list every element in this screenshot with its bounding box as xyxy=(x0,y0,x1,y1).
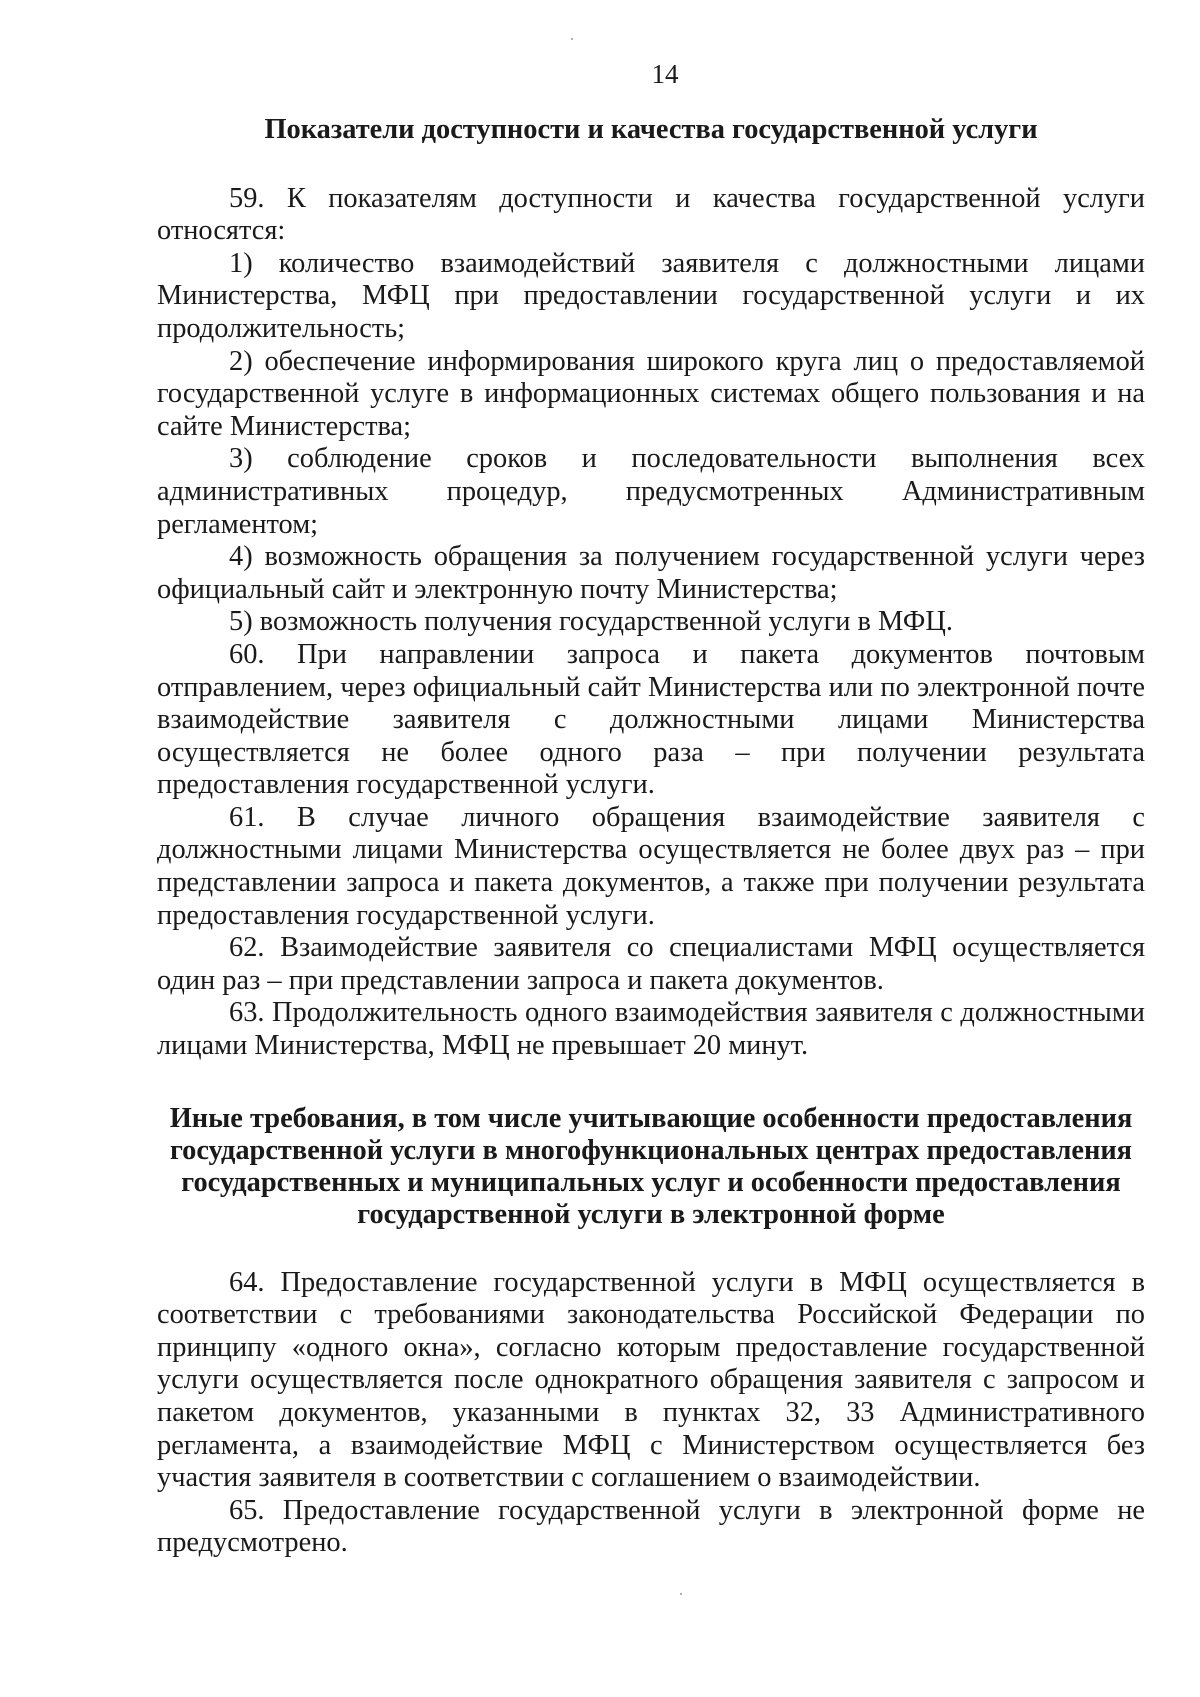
scan-speck xyxy=(680,1593,682,1595)
scan-speck xyxy=(571,38,573,40)
list-item-3: 3) соблюдение сроков и последовательности выполнения всех административных процедур, предусмотренных Административным регламентом; xyxy=(157,443,1145,540)
section-heading-accessibility: Показатели доступности и качества государственной услуги xyxy=(264,114,1038,145)
paragraph-62: 62. Взаимодействие заявителя со специалистами МФЦ осуществляется один раз – при представлении запроса и пакета документов. xyxy=(157,932,1145,996)
list-item-4: 4) возможность обращения за получением государственной услуги через официальный сайт и электронную почту Министерства; xyxy=(157,541,1145,605)
section-heading-other-requirements: Иные требования, в том числе учитывающие особенности предоставления государственной услуги в многофункциональных центрах предоставления государственных и муниципальных услуг и особенности предоставления государственной услуги в электронной форме xyxy=(169,1102,1133,1230)
paragraph-65: 65. Предоставление государственной услуги в электронной форме не предусмотрено. xyxy=(157,1494,1145,1559)
paragraph-59: 59. К показателям доступности и качества государственной услуги относятся: xyxy=(157,182,1145,247)
list-item-1: 1) количество взаимодействий заявителя с должностными лицами Министерства, МФЦ при предоставлении государственной услуги и их продолжительность; xyxy=(157,247,1145,344)
paragraph-63: 63. Продолжительность одного взаимодействия заявителя с должностными лицами Министерства, МФЦ не превышает 20 минут. xyxy=(157,997,1145,1062)
list-item-5: 5) возможность получения государственной услуги в МФЦ. xyxy=(229,606,953,638)
list-item-2: 2) обеспечение информирования широкого круга лиц о предоставляемой государственной услуге в информационных системах общего пользования и на сайте Министерства; xyxy=(157,345,1145,442)
paragraph-60: 60. При направлении запроса и пакета документов почтовым отправлением, через официальный сайт Министерства или по электронной почте взаимодействие заявителя с должностными лицами Министерства осуществляется не более одного раза – при получении результата предоставления государственной услуги. xyxy=(157,638,1145,801)
paragraph-61: 61. В случае личного обращения взаимодействие заявителя с должностными лицами Министерства осуществляется не более двух раз – при представлении запроса и пакета документов, а также при получении результата предоставления государственной услуги. xyxy=(157,801,1145,931)
paragraph-64: 64. Предоставление государственной услуги в МФЦ осуществляется в соответствии с требованиями законодательства Российской Федерации по принципу «одного окна», согласно которым предоставление государственной услуги осуществляется после однократного обращения заявителя с запросом и пакетом документов, указанными в пунктах 32, 33 Административного регламента, а взаимодействие МФЦ с Министерством осуществляется без участия заявителя в соответствии с соглашением о взаимодействии. xyxy=(157,1266,1145,1494)
document-body xyxy=(157,114,1145,1560)
page-number: 14 xyxy=(651,59,679,89)
